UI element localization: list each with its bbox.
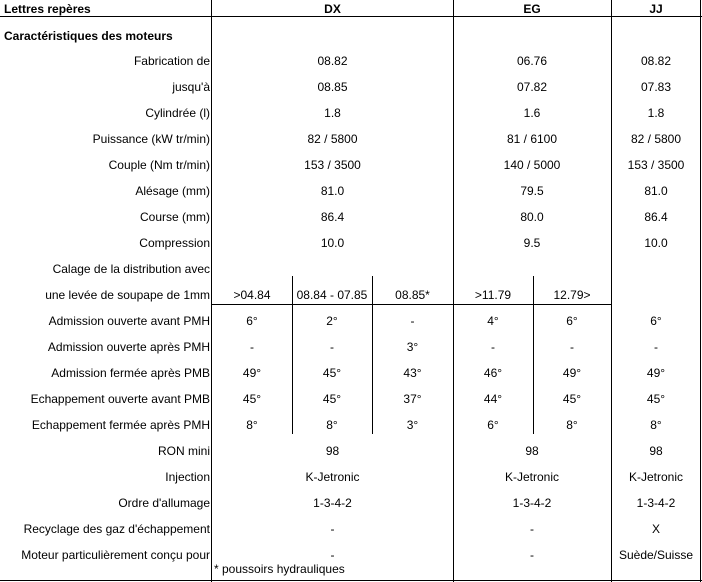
- timing-value: 45°: [646, 392, 666, 406]
- timing-subhead: >04.84: [233, 288, 271, 302]
- timing-row-label: Admission fermée après PMB: [51, 366, 210, 380]
- value-dx: 08.82: [317, 54, 348, 68]
- timing-value: 44°: [483, 392, 503, 406]
- row-label: jusqu'à: [172, 80, 210, 94]
- footnote: * poussoirs hydrauliques: [214, 562, 345, 576]
- timing-value: 3°: [406, 418, 419, 432]
- timing-value: 37°: [403, 392, 422, 406]
- row-label: Alésage (mm): [135, 184, 210, 198]
- value-eg: 140 / 5000: [503, 158, 561, 172]
- header-engine-eg: EG: [523, 2, 541, 16]
- timing-value: -: [491, 340, 495, 354]
- row-label: Moteur particulièrement conçu pour: [21, 548, 210, 562]
- timing-value: 49°: [646, 366, 666, 380]
- value-dx: 98: [325, 444, 340, 458]
- timing-subhead: >11.79: [474, 288, 512, 302]
- timing-row-label: Admission ouverte avant PMH: [48, 314, 210, 328]
- timing-value: 45°: [242, 392, 262, 406]
- value-jj: 82 / 5800: [630, 132, 682, 146]
- value-dx: 1.8: [324, 106, 341, 120]
- timing-value: 8°: [650, 418, 662, 432]
- row-label: Fabrication de: [133, 54, 210, 68]
- timing-value: 46°: [483, 366, 503, 380]
- value-eg: 80.0: [520, 210, 544, 224]
- timing-value: 49°: [242, 366, 262, 380]
- value-dx: 153 / 3500: [304, 158, 361, 172]
- timing-value: 6°: [650, 314, 662, 328]
- value-eg: 9.5: [523, 236, 541, 250]
- timing-value: 4°: [487, 314, 499, 328]
- value-jj: 86.4: [644, 210, 668, 224]
- timing-value: -: [250, 340, 254, 354]
- timing-subhead-underline: [212, 304, 611, 305]
- row-label: Compression: [139, 236, 210, 250]
- section-title: Caractéristiques des moteurs: [4, 29, 173, 43]
- value-eg: 81 / 6100: [506, 132, 558, 146]
- value-jj: 10.0: [644, 236, 668, 250]
- value-dx: 81.0: [320, 184, 345, 198]
- value-jj: X: [651, 522, 660, 536]
- value-eg: -: [530, 522, 534, 536]
- timing-subhead: 08.85*: [395, 288, 430, 302]
- timing-value: 6°: [487, 418, 499, 432]
- row-label: Recyclage des gaz d'échappement: [23, 522, 210, 536]
- timing-value: 8°: [566, 418, 578, 432]
- value-eg: 1-3-4-2: [512, 496, 552, 510]
- value-eg: 06.76: [516, 54, 548, 68]
- value-jj: 81.0: [644, 184, 668, 198]
- value-jj: 08.82: [640, 54, 672, 68]
- value-jj: 153 / 3500: [627, 158, 685, 172]
- column-divider: [211, 0, 212, 582]
- timing-label-line1: Calage de la distribution avec: [52, 262, 210, 276]
- timing-value: -: [654, 340, 658, 354]
- header-engine-jj: JJ: [649, 2, 663, 16]
- row-label: Couple (Nm tr/min): [108, 158, 210, 172]
- value-eg: K-Jetronic: [504, 470, 560, 484]
- value-dx: -: [330, 548, 335, 562]
- timing-value: 45°: [562, 392, 582, 406]
- timing-label-line2: une levée de soupape de 1mm: [45, 288, 210, 302]
- value-eg: -: [530, 548, 534, 562]
- header-label: Lettres repères: [4, 2, 91, 16]
- timing-subhead: 08.84 - 07.85: [296, 288, 368, 302]
- value-dx: K-Jetronic: [305, 470, 360, 484]
- column-divider: [611, 0, 612, 582]
- value-eg: 79.5: [520, 184, 544, 198]
- column-divider: [700, 0, 701, 582]
- timing-row-label: Admission ouverte après PMH: [47, 340, 210, 354]
- timing-value: 6°: [246, 314, 258, 328]
- timing-value: -: [410, 314, 415, 328]
- value-dx: -: [330, 522, 335, 536]
- header-underline: [0, 16, 702, 17]
- column-divider: [453, 0, 454, 582]
- value-jj: 98: [649, 444, 663, 458]
- value-jj: K-Jetronic: [628, 470, 684, 484]
- timing-value: 49°: [562, 366, 582, 380]
- header-engine-dx: DX: [324, 2, 341, 16]
- timing-subcolumn-divider: [292, 276, 293, 434]
- row-label: Cylindrée (l): [145, 106, 210, 120]
- timing-subcolumn-divider: [372, 276, 373, 434]
- timing-value: 8°: [246, 418, 258, 432]
- timing-value: 3°: [406, 340, 419, 354]
- value-eg: 98: [525, 444, 539, 458]
- value-dx: 08.85: [317, 80, 348, 94]
- value-eg: 07.82: [516, 80, 548, 94]
- row-label: RON mini: [157, 444, 210, 458]
- timing-row-label: Echappement fermée après PMH: [31, 418, 210, 432]
- value-dx: 86.4: [320, 210, 345, 224]
- value-eg: 1.6: [523, 106, 541, 120]
- value-jj: 1.8: [647, 106, 665, 120]
- row-label: Injection: [165, 470, 210, 484]
- timing-value: -: [330, 340, 334, 354]
- timing-value: 45°: [322, 392, 342, 406]
- value-jj: 07.83: [640, 80, 672, 94]
- timing-subhead: 12.79>: [553, 288, 591, 302]
- value-dx: 82 / 5800: [307, 132, 358, 146]
- timing-value: -: [570, 340, 574, 354]
- timing-row-label: Echappement ouverte avant PMB: [30, 392, 210, 406]
- value-dx: 10.0: [320, 236, 345, 250]
- row-label: Course (mm): [139, 210, 210, 224]
- row-label: Puissance (kW tr/min): [92, 132, 210, 146]
- value-jj: Suède/Suisse: [618, 548, 694, 562]
- timing-subcolumn-divider: [533, 276, 534, 434]
- timing-value: 8°: [326, 418, 338, 432]
- value-dx: 1-3-4-2: [313, 496, 352, 510]
- value-jj: 1-3-4-2: [636, 496, 676, 510]
- timing-value: 45°: [322, 366, 342, 380]
- table-bottom-border: [0, 580, 702, 581]
- row-label: Ordre d'allumage: [118, 496, 210, 510]
- timing-value: 2°: [326, 314, 338, 328]
- timing-value: 6°: [566, 314, 578, 328]
- timing-value: 43°: [403, 366, 422, 380]
